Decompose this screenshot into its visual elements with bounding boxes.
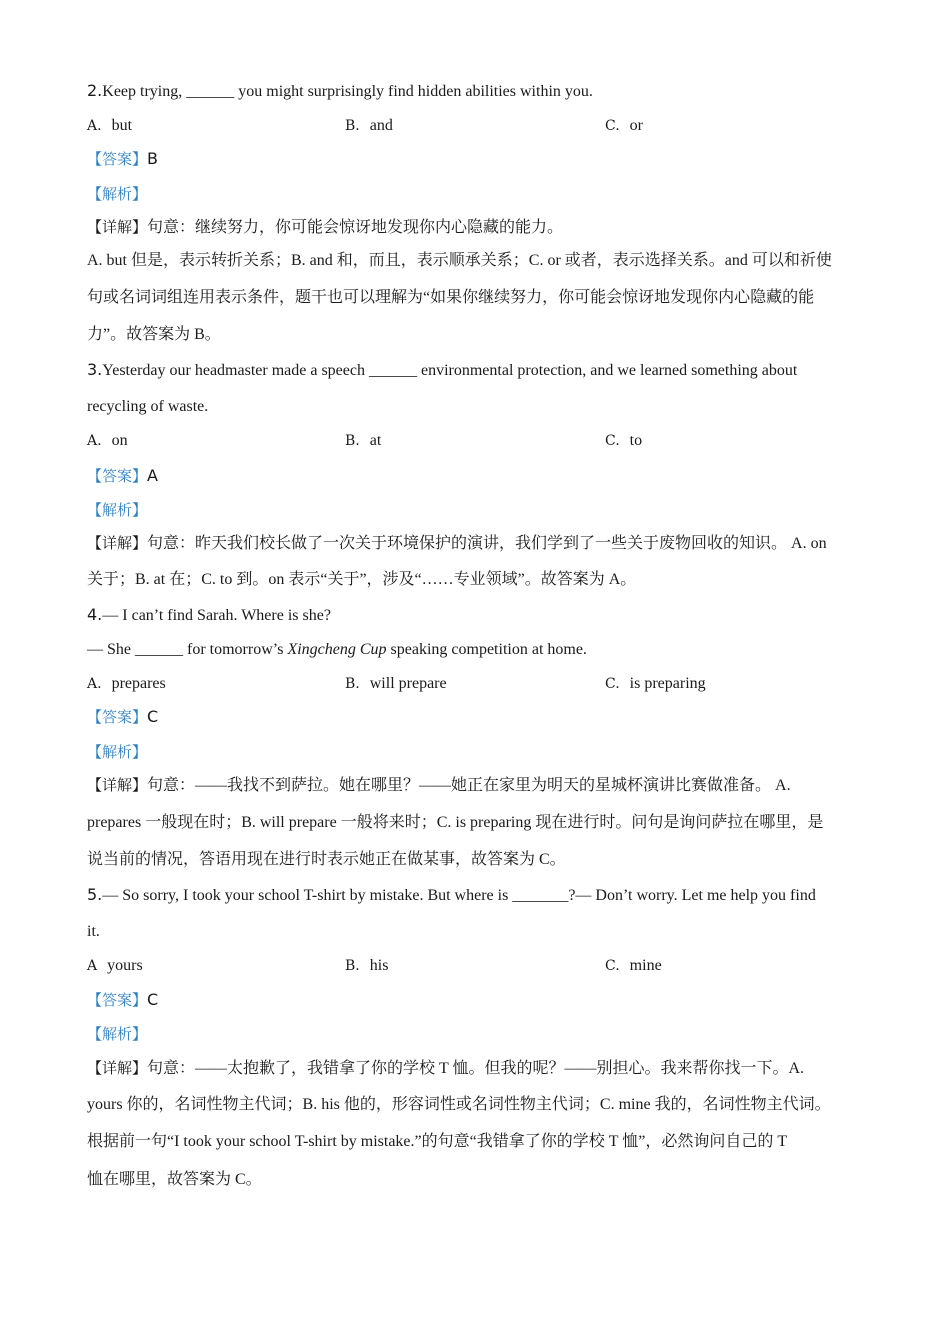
question-number: 4.	[87, 605, 103, 624]
question-text: — So sorry, I took your school T-shirt by mistake. But where is _______?— Don’t worry. Let me help you find	[102, 887, 816, 904]
answer-line: 【答案】A	[87, 466, 158, 485]
option-c: C. is preparing	[605, 675, 706, 692]
question-number: 2.	[87, 81, 103, 100]
question-text: — She ______ for tomorrow’s Xingcheng Cup speaking competition at home.	[87, 641, 587, 658]
question-text: — I can’t find Sarah. Where is she?	[102, 607, 331, 624]
answer-line: 【答案】C	[87, 990, 159, 1009]
detail-line: 句或名词词组连用表示条件，题干也可以理解为“如果你继续努力，你可能会惊讶地发现你内心隐藏的能	[87, 289, 815, 306]
question-text: Keep trying, ______ you might surprisingly find hidden abilities within you.	[102, 83, 593, 100]
question-3-stem	[87, 360, 867, 381]
detail-line: 根据前一句“I took your school T-shirt by mistake.”的句意“我错拿了你的学校 T 恤”，必然询问自己的 T	[87, 1133, 788, 1150]
detail-line: 【详解】句意：——太抱歉了，我错拿了你的学校 T 恤。但我的呢？——别担心。我来帮你找一下。A.	[87, 1059, 805, 1077]
question-text: it.	[87, 923, 100, 940]
option-c: C. or	[605, 117, 643, 134]
option-b: B. his	[345, 957, 389, 974]
answer-line: 【答案】B	[87, 149, 158, 168]
analysis-label: 【解析】	[87, 185, 148, 203]
detail-line: 【详解】句意：——我找不到萨拉。她在哪里？——她正在家里为明天的星城杯演讲比赛做准备。 A.	[87, 776, 791, 794]
option-b: B. will prepare	[345, 675, 447, 692]
question-5-stem	[87, 885, 867, 906]
detail-line: 【详解】句意：继续努力，你可能会惊讶地发现你内心隐藏的能力。	[87, 218, 564, 236]
option-b: B. and	[345, 117, 393, 134]
detail-line: 【详解】句意：昨天我们校长做了一次关于环境保护的演讲，我们学到了一些关于废物回收的知识。 A. on	[87, 534, 827, 552]
analysis-label: 【解析】	[87, 1025, 148, 1043]
detail-line: 恤在哪里，故答案为 C。	[87, 1171, 262, 1188]
option-a: A. prepares	[87, 675, 166, 692]
detail-line: yours 你的，名词性物主代词；B. his 他的，形容词性或名词性物主代词；C. mine 我的，名词性物主代词。	[87, 1096, 831, 1113]
option-c: C. mine	[605, 957, 662, 974]
answer-line: 【答案】C	[87, 707, 159, 726]
option-c: C. to	[605, 432, 643, 449]
question-text: recycling of waste.	[87, 398, 209, 415]
detail-line: 说当前的情况，答语用现在进行时表示她正在做某事，故答案为 C。	[87, 851, 566, 868]
question-4-stem	[87, 605, 867, 626]
detail-line: 力”。故答案为 B。	[87, 326, 221, 343]
detail-line: 关于；B. at 在；C. to 到。on 表示“关于”，涉及“……专业领域”。故答案为 A。	[87, 571, 637, 588]
detail-line: prepares 一般现在时；B. will prepare 一般将来时；C. is preparing 现在进行时。问句是询问萨拉在哪里，是	[87, 814, 824, 831]
question-2-stem	[87, 81, 867, 102]
option-b: B. at	[345, 432, 382, 449]
analysis-label: 【解析】	[87, 743, 148, 761]
analysis-label: 【解析】	[87, 501, 148, 519]
question-number: 3.	[87, 360, 103, 379]
option-a: A. on	[87, 432, 128, 449]
question-text: Yesterday our headmaster made a speech ______ environmental protection, and we learned something about	[102, 362, 798, 379]
question-number: 5.	[87, 885, 103, 904]
detail-line: A. but 但是，表示转折关系；B. and 和，而且，表示顺承关系；C. or 或者，表示选择关系。and 可以和祈使	[87, 252, 832, 269]
option-a: A. but	[87, 117, 133, 134]
option-a: A yours	[87, 957, 143, 974]
